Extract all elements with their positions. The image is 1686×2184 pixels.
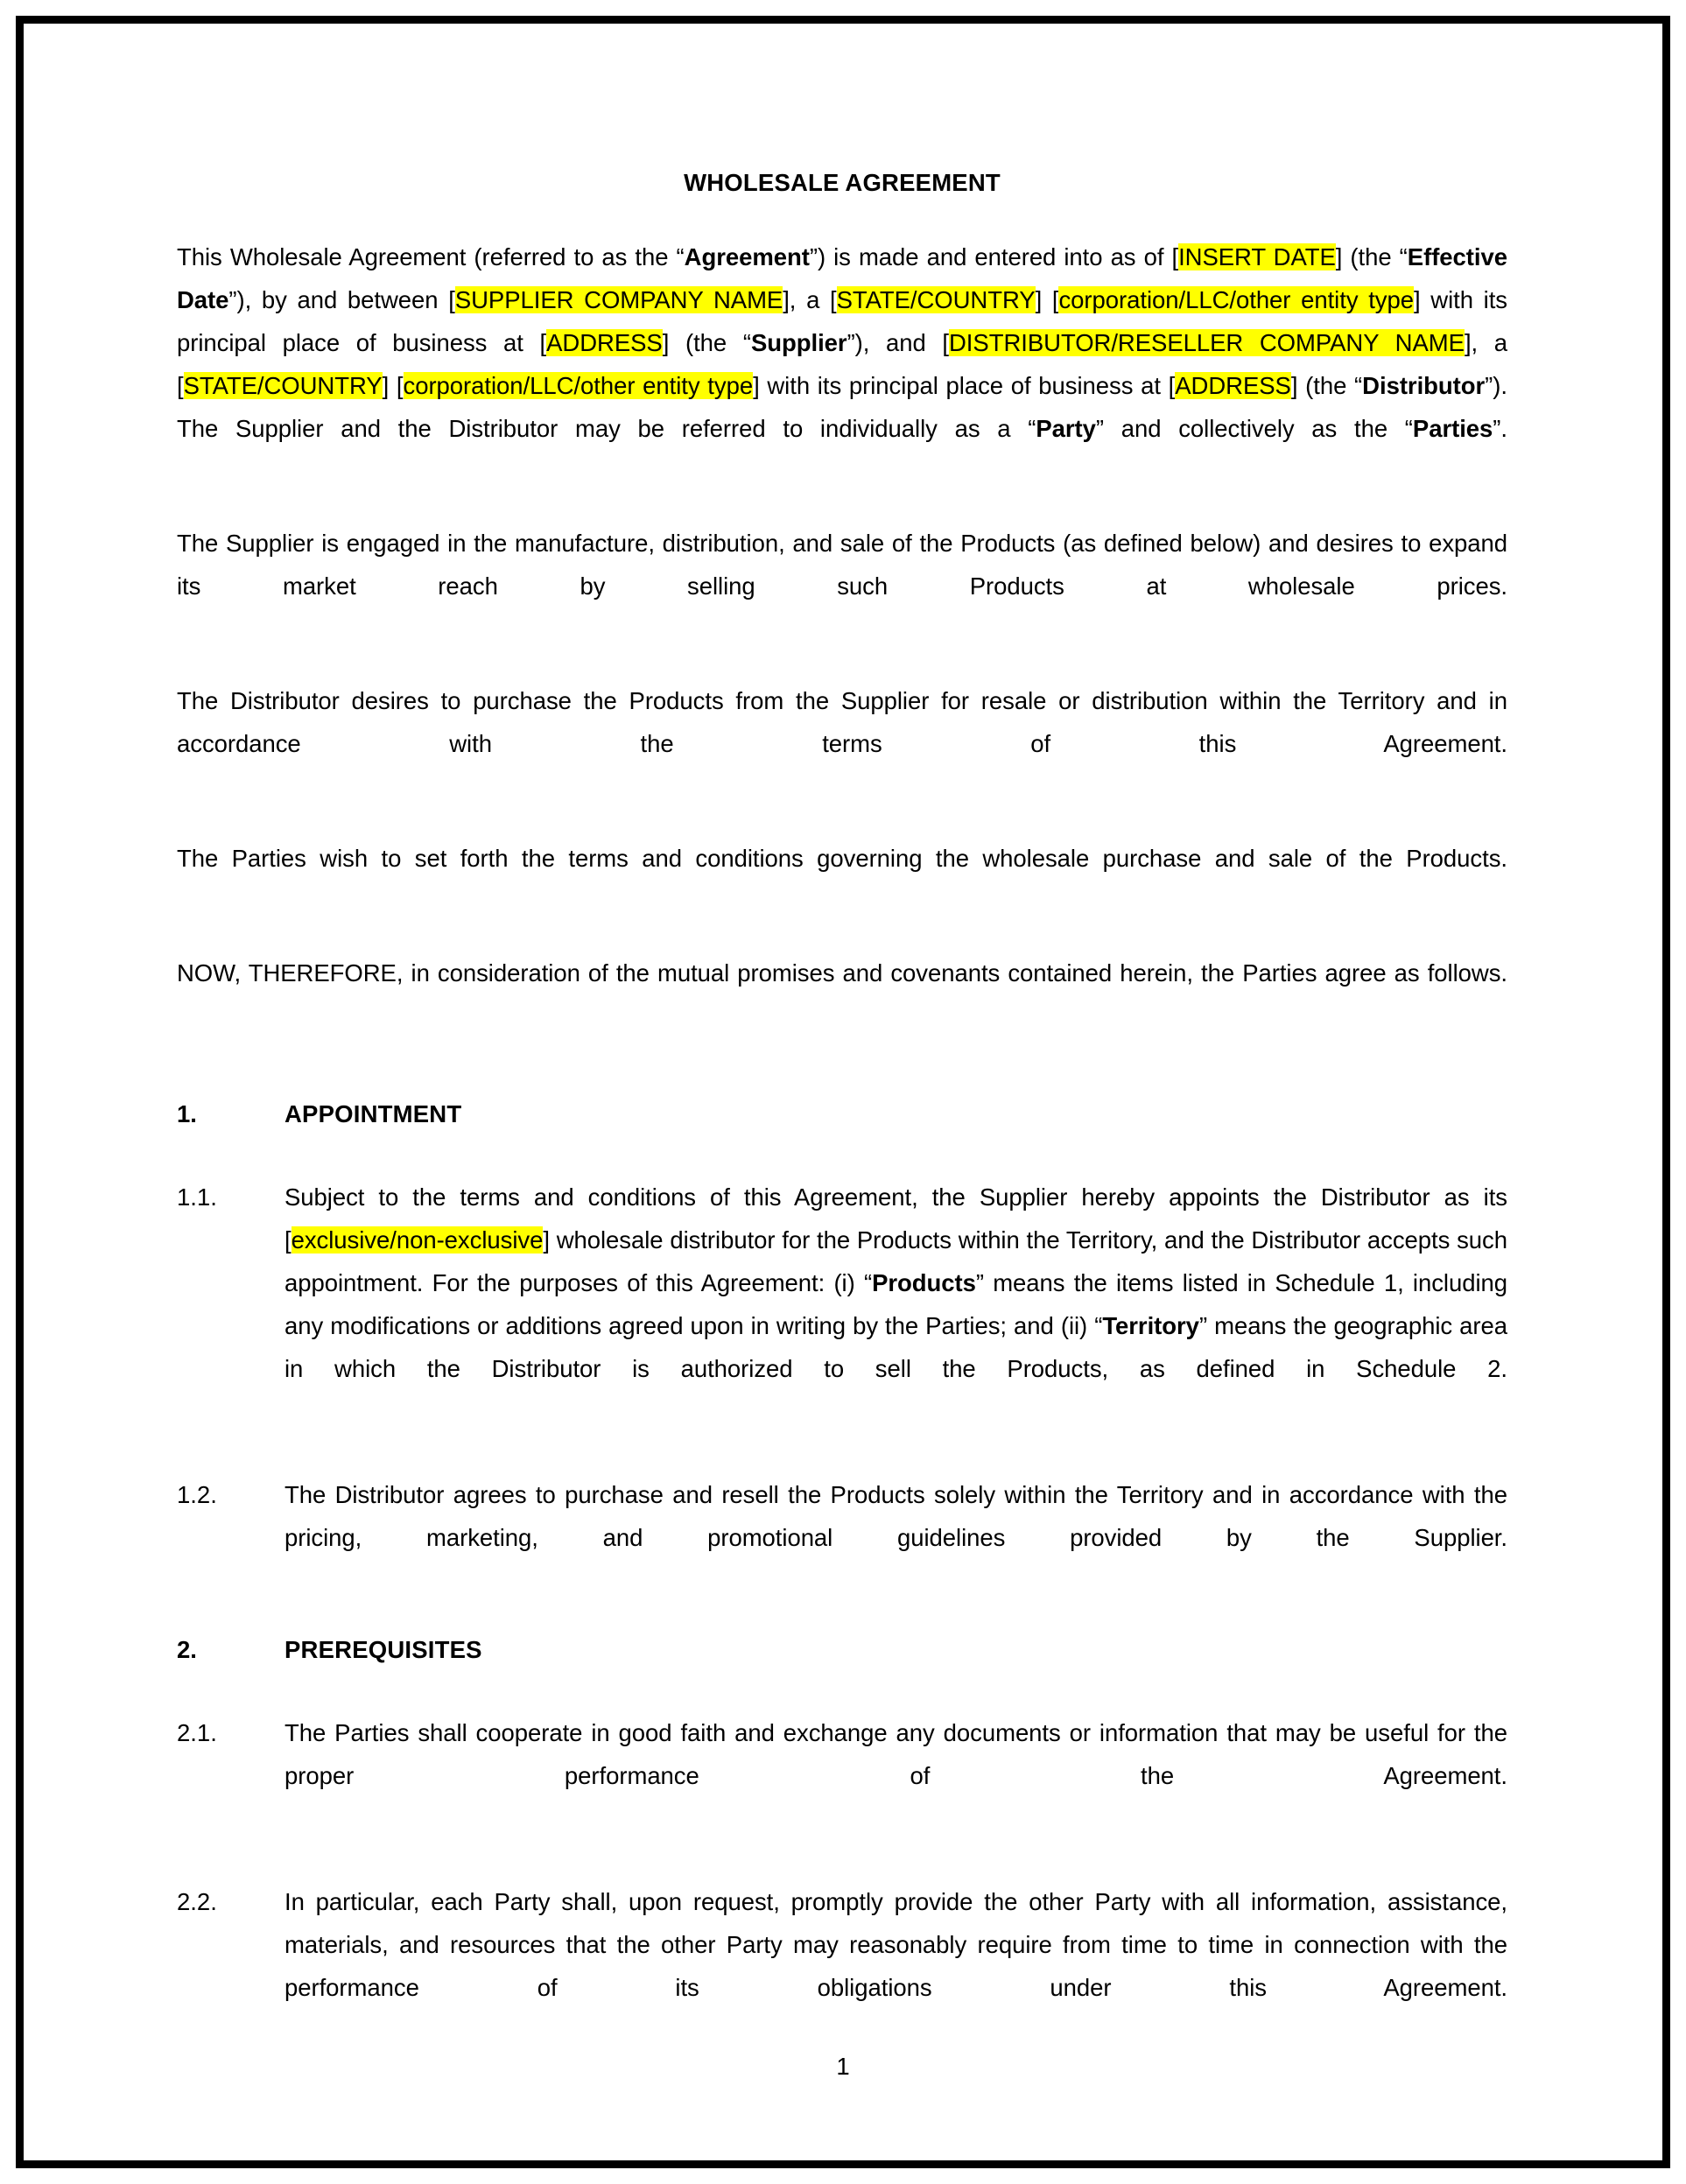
page-number: 1 xyxy=(836,2053,850,2080)
placeholder-supplier-entity-type: corporation/LLC/other entity type xyxy=(1058,286,1414,313)
preamble-text: ”), by and between [ xyxy=(228,286,455,313)
preamble-text: This Wholesale Agreement (referred to as the “ xyxy=(177,243,685,270)
section-heading-1 xyxy=(177,1066,1507,1135)
preamble-text: ] (the “ xyxy=(1335,243,1408,270)
preamble-text: ] with its principal place of business at [ xyxy=(753,372,1176,399)
preamble-text: ] (the “ xyxy=(1290,372,1363,399)
clause-2-2 xyxy=(177,1880,1507,2052)
placeholder-supplier-state-country: STATE/COUNTRY xyxy=(836,286,1036,313)
term-party: Party xyxy=(1036,415,1096,442)
term-territory: Territory xyxy=(1102,1312,1199,1339)
clause-1-1 xyxy=(177,1176,1507,1433)
placeholder-exclusivity: exclusive/non-exclusive xyxy=(291,1226,544,1254)
preamble-text: ”. xyxy=(1493,415,1507,442)
clause-text-2-1: The Parties shall cooperate in good faith and exchange any documents or information that may be useful for the proper performance of the Agreement. xyxy=(285,1719,1507,1789)
placeholder-supplier-company-name: SUPPLIER COMPANY NAME xyxy=(454,286,783,313)
clause-number-2-2: 2.2. xyxy=(177,1888,217,1915)
preamble-paragraph-1 xyxy=(177,235,1507,493)
clause-text-run: Subject to the terms and conditions of this Agreement, the Supplier hereby appoints the Distributor as its [ xyxy=(285,1183,1507,1254)
term-products: Products xyxy=(872,1269,976,1296)
preamble-text: ”), and [ xyxy=(847,329,949,356)
document-content xyxy=(177,168,1507,2052)
clause-1-2 xyxy=(177,1473,1507,1602)
preamble-paragraph-3: The Distributor desires to purchase the Products from the Supplier for resale or distribution within the Territory and in accordance with the terms of this Agreement. xyxy=(177,687,1507,757)
section-label-appointment: APPOINTMENT xyxy=(285,1100,462,1127)
section-heading-2 xyxy=(177,1602,1507,1671)
clause-text-1-2: The Distributor agrees to purchase and resell the Products solely within the Territory and in accordance with the pricing, marketing, and promotional guidelines provided by the Supplier. xyxy=(285,1481,1507,1551)
section-number-1: 1. xyxy=(177,1100,197,1127)
preamble-text: ” and collectively as the “ xyxy=(1095,415,1413,442)
section-number-2: 2. xyxy=(177,1636,197,1663)
term-distributor: Distributor xyxy=(1362,372,1486,399)
preamble-paragraph-5: NOW, THEREFORE, in consideration of the mutual promises and covenants contained herein, the Parties agree as follows. xyxy=(177,959,1507,987)
placeholder-distributor-state-country: STATE/COUNTRY xyxy=(183,372,383,399)
preamble-text: ”) is made and entered into as of [ xyxy=(809,243,1179,270)
preamble-text: ] [ xyxy=(1035,286,1059,313)
clause-2-1 xyxy=(177,1711,1507,1840)
term-parties: Parties xyxy=(1412,415,1493,442)
preamble-paragraph-2: The Supplier is engaged in the manufacture, distribution, and sale of the Products (as defined below) and desires to expand its market reach by selling such Products at wholesale prices. xyxy=(177,530,1507,600)
clause-text-run: ” means the items listed in Schedule 1, including any modifications or additions agreed upon in writing by the Parties; and (ii) “ xyxy=(285,1269,1507,1339)
placeholder-distributor-address: ADDRESS xyxy=(1175,372,1291,399)
clause-text-run: ] wholesale distributor for the Products within the Territory, and the Distributor accepts such appointment. For the purposes of this Agreement: (i) “ xyxy=(285,1226,1507,1296)
clause-text-1-1 xyxy=(285,1176,1507,1433)
preamble-text: ] [ xyxy=(382,372,404,399)
clause-number-1-1: 1.1. xyxy=(177,1183,217,1211)
clause-text-run: ” means the geographic area in which the Distributor is authorized to sell the Products, as defined in Schedule 2. xyxy=(285,1312,1508,1382)
section-label-prerequisites: PREREQUISITES xyxy=(285,1636,482,1663)
term-agreement: Agreement xyxy=(684,243,810,270)
preamble-text: ”). The Supplier and the Distributor may be referred to individually as a “ xyxy=(177,372,1507,442)
clause-text-2-2: In particular, each Party shall, upon request, promptly provide the other Party with all information, assistance, materials, and resources that the other Party may reasonably require from time to time in connection with the performance of its obligations under this Agreement. xyxy=(285,1888,1507,2001)
clause-number-2-1: 2.1. xyxy=(177,1719,217,1746)
placeholder-distributor-entity-type: corporation/LLC/other entity type xyxy=(403,372,754,399)
document-page xyxy=(24,24,1662,2160)
placeholder-supplier-address: ADDRESS xyxy=(546,329,663,356)
term-effective-date: Effective Date xyxy=(177,243,1507,313)
document-page-frame xyxy=(16,16,1670,2168)
clause-number-1-2: 1.2. xyxy=(177,1481,217,1508)
preamble-text: ], a [ xyxy=(783,286,837,313)
placeholder-insert-date: INSERT DATE xyxy=(1178,243,1336,270)
preamble-text: ], a [ xyxy=(177,329,1508,399)
placeholder-distributor-company-name: DISTRIBUTOR/RESELLER COMPANY NAME xyxy=(949,329,1465,356)
preamble-text: ] with its principal place of business at [ xyxy=(177,286,1507,356)
preamble-text: ] (the “ xyxy=(662,329,751,356)
document-title: WHOLESALE AGREEMENT xyxy=(684,169,1001,196)
preamble-paragraph-4: The Parties wish to set forth the terms and conditions governing the wholesale purchase and sale of the Products. xyxy=(177,845,1507,872)
term-supplier: Supplier xyxy=(750,329,847,356)
